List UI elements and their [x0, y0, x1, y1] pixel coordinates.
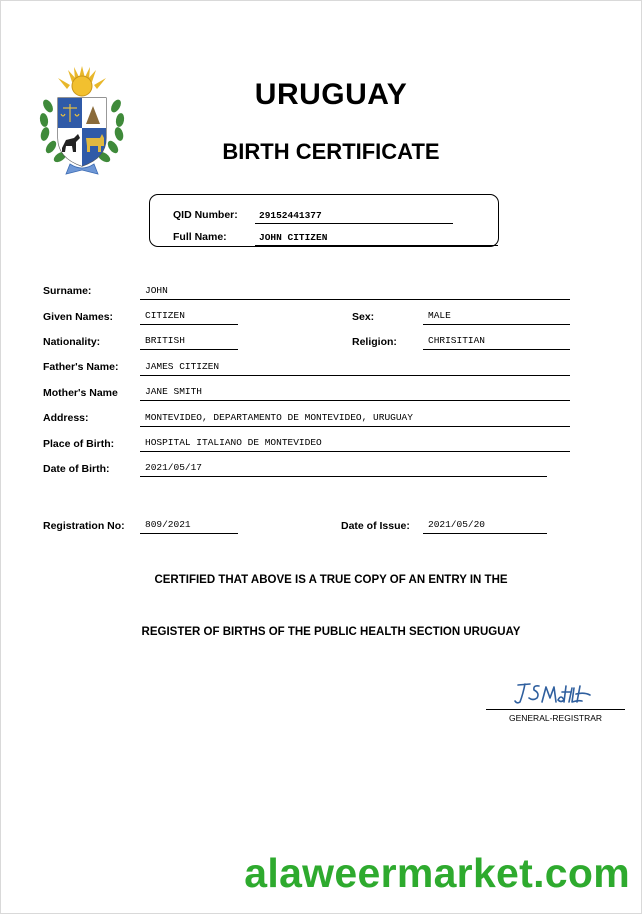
father-name-label: Father's Name:: [43, 361, 119, 373]
given-names-value: CITIZEN: [140, 311, 238, 325]
certification-line-1: CERTIFIED THAT ABOVE IS A TRUE COPY OF AN ENTRY IN THE: [154, 574, 508, 586]
qid-value: 29152441377: [255, 211, 453, 224]
country-title: URUGUAY: [254, 78, 408, 111]
registration-no-value: 809/2021: [140, 520, 238, 534]
address-value: MONTEVIDEO, DEPARTAMENTO DE MONTEVIDEO, URUGUAY: [140, 413, 570, 427]
date-of-birth-label: Date of Birth:: [43, 463, 110, 475]
sex-value: MALE: [423, 311, 570, 325]
place-of-birth-label: Place of Birth:: [43, 438, 115, 450]
date-of-issue-value: 2021/05/20: [423, 520, 547, 534]
certification-line-2: REGISTER OF BIRTHS OF THE PUBLIC HEALTH SECTION URUGUAY: [141, 626, 521, 638]
nationality-label: Nationality:: [43, 336, 101, 348]
address-label: Address:: [43, 412, 89, 424]
sex-label: Sex:: [352, 311, 375, 323]
full-name-value: JOHN CITIZEN: [255, 233, 498, 246]
watermark-text: alaweermarket.com: [244, 850, 630, 896]
signatory-title: GENERAL-REGISTRAR: [508, 713, 603, 723]
registration-no-label: Registration No:: [43, 520, 125, 532]
religion-label: Religion:: [352, 336, 397, 348]
given-names-label: Given Names:: [43, 311, 114, 323]
date-of-birth-value: 2021/05/17: [140, 463, 547, 477]
full-name-label: Full Name:: [173, 231, 227, 243]
signature-line: [486, 709, 625, 710]
surname-value: JOHN: [140, 286, 570, 300]
handwritten-signature: [512, 680, 596, 706]
mother-name-value: JANE SMITH: [140, 387, 570, 401]
father-name-value: JAMES CITIZEN: [140, 362, 570, 376]
mother-name-label: Mother's Name: [43, 387, 118, 399]
nationality-value: BRITISH: [140, 336, 238, 350]
date-of-issue-label: Date of Issue:: [341, 520, 410, 532]
coat-of-arms-icon: [36, 66, 128, 178]
document-title: BIRTH CERTIFICATE: [222, 139, 440, 164]
surname-label: Surname:: [43, 285, 92, 297]
religion-value: CHRISITIAN: [423, 336, 570, 350]
qid-label: QID Number:: [173, 209, 238, 221]
place-of-birth-value: HOSPITAL ITALIANO DE MONTEVIDEO: [140, 438, 570, 452]
